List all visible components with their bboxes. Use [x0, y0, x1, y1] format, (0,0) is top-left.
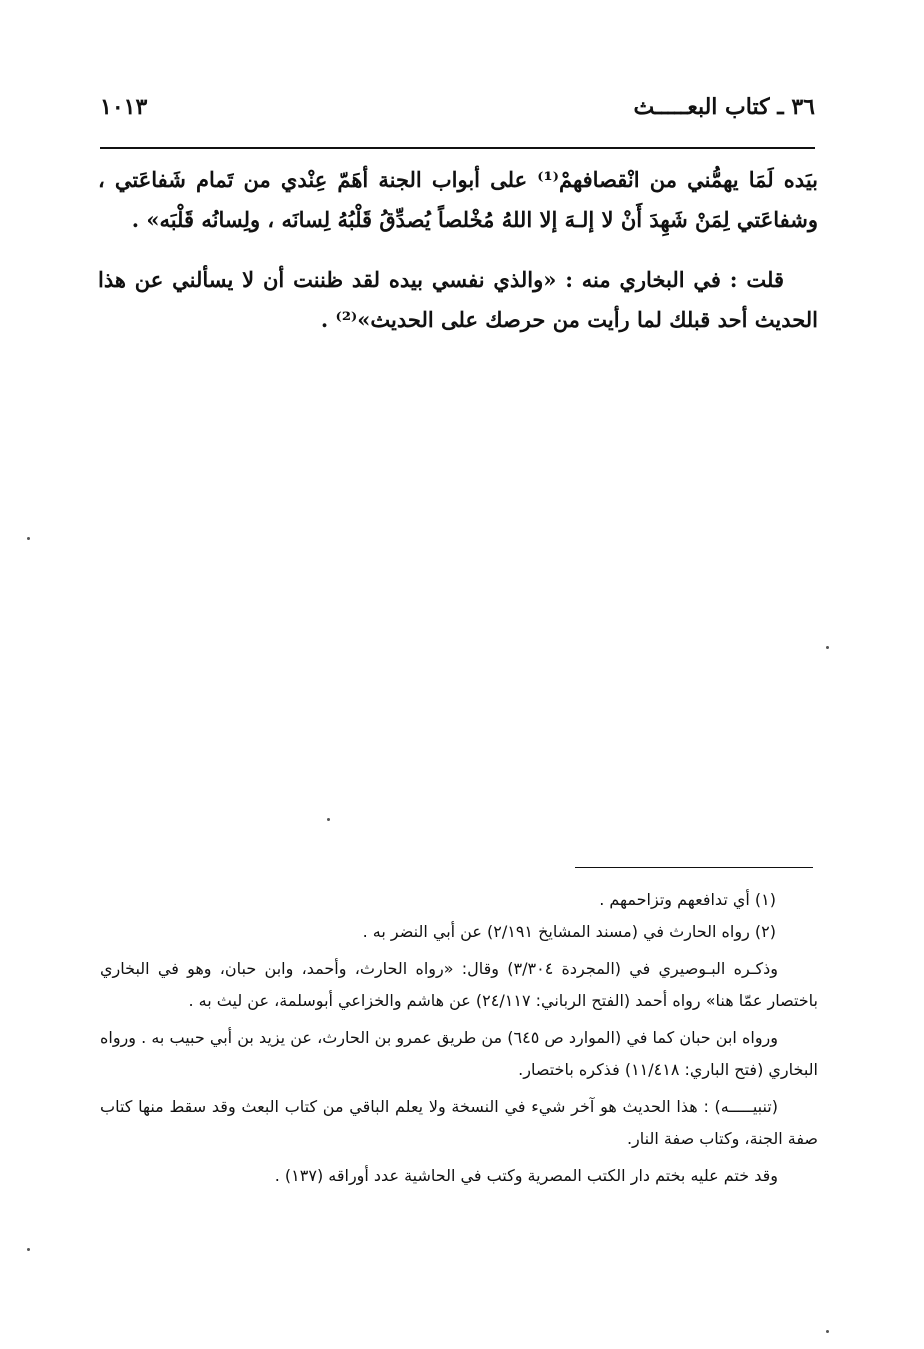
commentary-paragraph: قلت : في البخاري منه : «والذي نفسي بيده لقد ظننت أن لا يسألني عن هذا الحديث أحد قبلك لما رأيت من حرصك على الحديث»⁽²⁾ . — [98, 267, 818, 332]
footnote-note: (تنبيـــــه) : هذا الحديث هو آخر شيء في النسخة ولا يعلم الباقي من كتاب البعث وقد سقط منها كتاب صفة الجنة، وكتاب صفة النار. — [100, 1097, 818, 1148]
footnote-1: (١) أي تدافعهم وتزاحمهم . — [599, 890, 776, 909]
scan-speck — [826, 1330, 829, 1333]
running-title: ٣٦ ـ كتاب البعـــــث — [633, 94, 815, 120]
scan-speck — [27, 537, 30, 540]
scan-speck — [826, 646, 829, 649]
page-header — [100, 94, 815, 130]
page-number: ١٠١٣ — [100, 94, 148, 120]
footnote-divider — [575, 867, 813, 868]
main-text — [98, 160, 818, 340]
footnote-2: (٢) رواه الحارث في (مسند المشايخ ٢/١٩١) عن أبي النضر به . — [362, 922, 776, 941]
footnote-2-ibn-hibban: ورواه ابن حبان كما في (الموارد ص ٦٤٥) من طريق عمرو بن الحارث، عن يزيد بن أبي حبيب به . ورواه البخاري (فتح الباري: ١١/٤١٨) فذكره باختصار. — [100, 1028, 818, 1079]
hadith-paragraph: بيَده لَمَا يهمُّني من انْقصافهمْ⁽¹⁾ على أبواب الجنة أهَمّ عِنْدي من تَمام شَفاعَتي ، وشفاعَتي لِمَنْ شَهِدَ أَنْ لا إلـهَ إلا اللهُ مُخْلصاً يُصدِّقُ قَلْبُهُ لِسانَه ، ولِسانُه قَلْبَه» . — [98, 167, 818, 232]
footnotes — [100, 884, 818, 1192]
scan-speck — [327, 818, 330, 821]
footnote-2-busiri: وذكـره البـوصيري في (المجردة ٣/٣٠٤) وقال: «رواه الحارث، وأحمد، وابن حبان، وهو في البخاري باختصار عمّا هنا» رواه أحمد (الفتح الرباني: ٢٤/١١٧) عن هاشم والخزاعي أبوسلمة، عن ليث به . — [100, 959, 818, 1010]
footnote-seal: وقد ختم عليه بختم دار الكتب المصرية وكتب في الحاشية عدد أوراقه (١٣٧) . — [274, 1166, 778, 1185]
scan-speck — [27, 1248, 30, 1251]
header-divider — [100, 147, 815, 149]
